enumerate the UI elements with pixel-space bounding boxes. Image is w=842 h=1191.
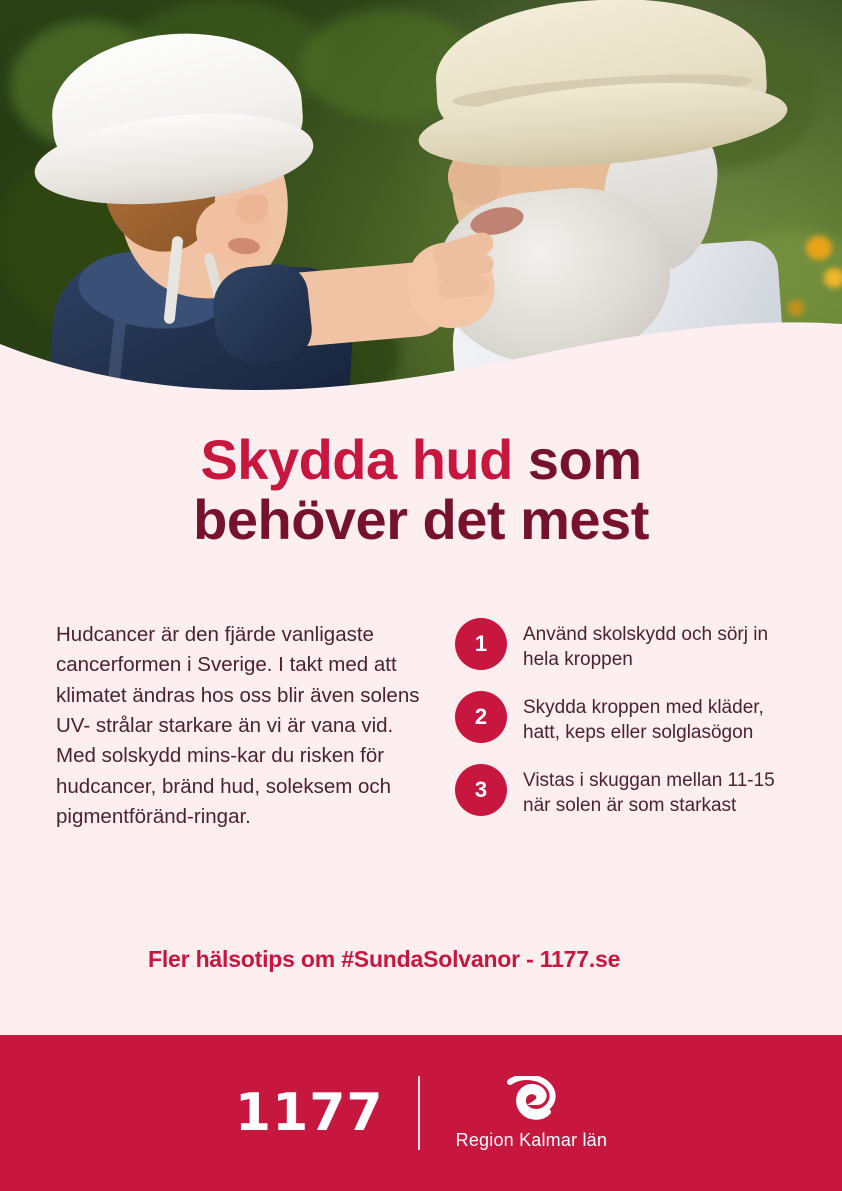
body-paragraph: Hudcancer är den fjärde vanligaste cancerformen i Sverige. I takt med att klimatet ändras hos oss blir även solens UV- strålar starkare än vi är vana vid. Med solskydd mins-kar du risken för hudcancer, bränd hud, soleksem och pigmentföränd-ringar. [56,623,420,828]
logo-1177: 1177 [234,1083,384,1143]
cta-text[interactable]: Fler hälsotips om #SundaSolvanor - 1177.se [148,946,621,972]
tip-text: Använd skolskydd och sörj in hela kroppen [523,624,769,671]
tip-number-badge: 1 [455,618,507,670]
page-title [0,430,842,551]
hero-photo [0,0,842,400]
flower-blob [806,236,832,260]
tip-text: Vistas i skuggan mellan 11-15 när solen är som starkast [523,770,775,817]
heart-swirl-icon [498,1076,564,1122]
flower-blob [788,300,804,316]
region-name: Region Kalmar län [455,1129,608,1150]
tip-number-badge: 2 [455,691,507,743]
tip-number-badge: 3 [455,764,507,816]
child-nose [236,194,268,224]
list-item [455,618,805,672]
flower-blob [824,268,842,288]
list-item [455,764,805,818]
headline-highlight: Skydda hud [200,428,528,491]
tip-text: Skydda kroppen med kläder, hatt, keps eller solglasögon [523,697,764,744]
headline-line2: behöver det mest [193,488,649,552]
headline-line1-rest: som [527,428,642,491]
tips-list [455,618,805,837]
list-item [455,691,805,745]
footer-bar [0,1035,842,1191]
region-logo [420,1076,607,1151]
